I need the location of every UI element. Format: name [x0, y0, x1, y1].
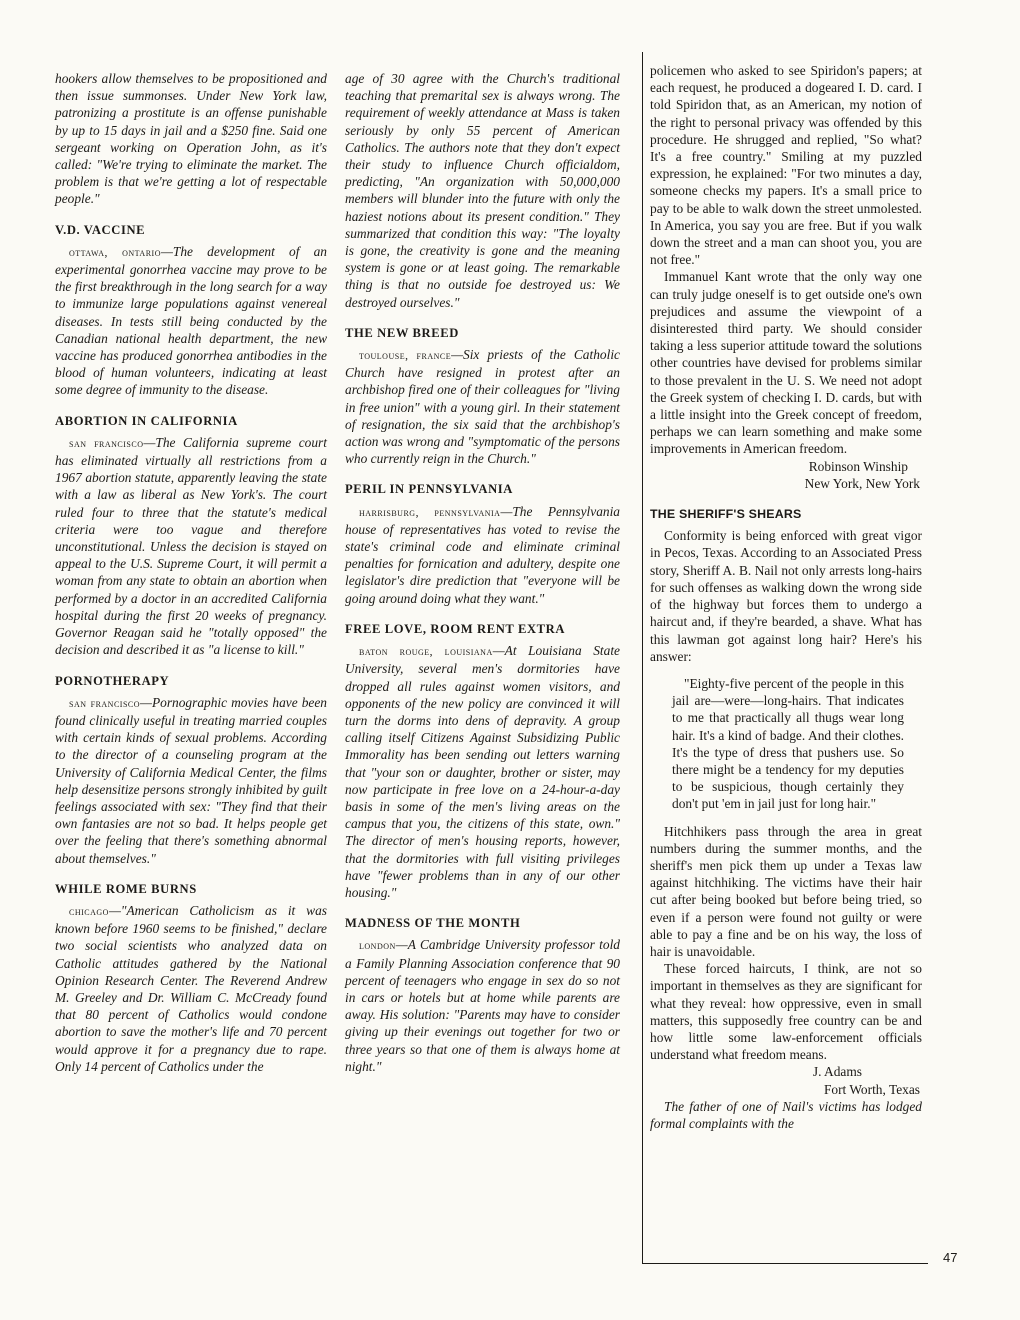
column-rule [642, 52, 643, 1264]
letter-paragraph: Immanuel Kant wrote that the only way one can truly judge oneself is to get outside one's own prejudices and assume the viewpoint of a disinterested third party. We should consider taking a less superior attitude toward the solutions other countries have devised for problems similar to those prevalent in the U. S. We need not adopt the Greek system of checking I. D. cards, but with a little insight into the Greek concept of freedom, perhaps we can learn something and make some improvements in American freedom. [650, 269, 922, 457]
page-number: 47 [943, 1250, 958, 1265]
item-body: —Six priests of the Catholic Church have resigned in protest after an archbishop fired one of their colleagues for "living in free union" with a young girl. In their statement of resignation, the six said that the archbishop's action was wrong and "symptomatic of the persons who currently reign in the Church." [345, 347, 620, 467]
item-madness-month [345, 936, 620, 1075]
dateline: toulouse, france [359, 349, 452, 363]
heading-peril-pennsylvania: PERIL IN PENNSYLVANIA [345, 482, 513, 497]
letter-paragraph: Conformity is being enforced with great vigor in Pecos, Texas. According to an Associated Press story, Sheriff A. B. Nail not only arrests long-hairs for such offenses as walking down the wrong side of the highway but forces them to undergo a haircut and, if they're bearded, a shave. What has this lawman got against long hair? Here's his answer: [650, 528, 922, 664]
column-2 [345, 70, 620, 1075]
heading-sheriffs-shears: THE SHERIFF'S SHEARS [650, 507, 802, 522]
letter-paragraph: These forced haircuts, I think, are not so important in themselves as they are significant for what they reveal: how oppressive, even in small matters, this supposedly free country can be and how little some law-enforcement officials understand what freedom means. [650, 961, 922, 1063]
item-peril-pennsylvania [345, 503, 620, 607]
heading-vd-vaccine: V.D. VACCINE [55, 222, 146, 237]
item-new-breed [345, 346, 620, 467]
block-quote: "Eighty-five percent of the people in this jail are—were—long-hairs. That indicates to me that practically all thugs wear long hair. It's a kind of badge. And their clothes. It's the type of dress that pushers use. So there might be a tendency for my deputies to be suspicious, though certainly they don't put 'em in jail just for long hair." [672, 675, 904, 812]
heading-madness-month: MADNESS OF THE MONTH [345, 916, 521, 931]
column-3 [650, 62, 922, 1132]
heading-while-rome-burns: WHILE ROME BURNS [55, 881, 197, 896]
item-while-rome-burns [55, 902, 327, 1075]
item-body: —The development of an experimental gonorrhea vaccine may prove to be the first breakthrough in the long search for a way to immunize large populations against venereal diseases. In tests still being conducted by the Canadian national health department, the new vaccine has produced gonorrhea antibodies in the blood of human volunteers, indicating at least some degree of immunity to the disease. [55, 243, 327, 398]
box-rule-bottom [642, 1263, 928, 1264]
dateline: harrisburg, pennsylvania [359, 505, 501, 519]
dateline: san francisco [69, 696, 141, 710]
item-body: —At Louisiana State University, several men's dormitories have dropped all rules against women visitors, and opponents of the new policy are convinced it will turn the dorms into dens of depravity. A group calling itself Citizens Against Subsidizing Public Immorality has been sending out letters warning that "your son or daughter, brother or sister, may now participate in free love on a 24-hour-a-day basis in some of the men's living areas on the campus that you, the citizens of this state, own." The director of men's housing reports, however, that the dormitories with full visiting privileges have "fewer problems than in any of our other housing." [345, 643, 620, 900]
dateline: chicago [69, 904, 109, 918]
item-abortion-california [55, 434, 327, 659]
signature-place: New York, New York [804, 475, 920, 491]
item-body: —Pornographic movies have been found clinically useful in treating married couples with certain kinds of sexual problems. According to the director of a counseling program at the University of California Medical Center, the films help desensitize persons strongly inhibited by guilt feelings associated with sex: "They find that their own fantasies are not so bad. It helps people get over the feeling that there's something abnormal about themselves." [55, 694, 327, 866]
item-body: —"American Catholicism as it was known before 1960 seems to be finished," declare two social scientists who analyzed data on Catholic attitudes gathered by the National Opinion Research Center. The Reverend Andrew M. Greeley and Dr. William C. McCready found that 80 percent of Catholics would condone abortion to save the mother's life and 70 percent would approve it for a pregnancy due to rape. Only 14 percent of Catholics under the [55, 902, 327, 1074]
heading-pornotherapy: PORNOTHERAPY [55, 673, 170, 688]
item-body: —The Pennsylvania house of representatives has voted to revise the state's criminal code and eliminate criminal penalties for fornication and adultery, despite one legislator's dire prediction that "everyone will be going around doing what they want." [345, 503, 621, 606]
heading-new-breed: THE NEW BREED [345, 325, 459, 340]
item-body: —A Cambridge University professor told a Family Planning Association conference that 90 percent of teenagers who engage in sex do so not in cars or hotels but at home while parents are away. His solution: "Parents may have to consider giving up their evenings out together for two or three years so that one of them is always home at night." [345, 937, 620, 1074]
item-pornotherapy [55, 694, 327, 867]
column-1-intro: hookers allow themselves to be propositioned and then issue summonses. Under New York law, patronizing a prostitute is an offense punishable by up to 15 days in jail and a $250 fine. Said one sergeant working on Operation John, as it's called: "We're trying to eliminate the market. The problem is that we're getting a lot of respectable people." [55, 71, 327, 207]
heading-abortion-california: ABORTION IN CALIFORNIA [55, 413, 238, 428]
editor-note: The father of one of Nail's victims has lodged formal complaints with the [650, 1098, 922, 1131]
item-free-love [345, 642, 620, 901]
dateline: baton rouge, louisiana [359, 645, 493, 659]
signature-name: Robinson Winship [808, 458, 908, 474]
heading-free-love: FREE LOVE, ROOM RENT EXTRA [345, 621, 566, 636]
item-body: —The California supreme court has eliminated virtually all restrictions from a 1967 abortion statute, apparently leaving the state with a law as liberal as New York's. The court ruled four to three that the statute's medical criteria were too vague and therefore unconstitutional. Unless the decision is stayed on appeal to the U.S. Supreme Court, it will permit a woman from any state to obtain an abortion when performed by a doctor in an accredited California hospital during the first 20 weeks of pregnancy. Governor Reagan said he "totally opposed" the decision and described it as "a license to kill." [55, 434, 327, 658]
dateline: san francisco [69, 436, 144, 450]
item-vd-vaccine [55, 243, 327, 399]
signature-name: J. Adams [812, 1064, 862, 1080]
letter-paragraph: policemen who asked to see Spiridon's papers; at each request, he produced a dogeared I. D. card. I told Spiridon that, as an American, my notion of the right to personal privacy was offended by this procedure. He shrugged and replied, "So what? It's a free country." Smiling at my puzzled expression, he explained: "For two minutes a day, someone checks my papers. It's a small price to pay to be able to walk down the street unmolested. In America, you say you are free. But if you walk down the street and a man can shoot you, you are not free." [650, 63, 922, 268]
letter-paragraph: Hitchhikers pass through the area in great numbers during the summer months, and the sheriff's men pick them up under a Texas law against hitchhiking. The victims have their hair cut after being booked but before being tried, so even if a person were found not guilty or were able to pay a fine and be on his way, the loss of hair is unavoidable. [650, 823, 922, 959]
column-1 [55, 70, 327, 1075]
column-2-intro: age of 30 agree with the Church's traditional teaching that premarital sex is always wrong. The requirement of weekly attendance at Mass is taken seriously by only 55 percent of American Catholics. The authors note that they don't expect their study to influence Church officialdom, predicting, "An organization with 50,000,000 members will blunder into the future with only the haziest notions about its present condition." They summarized that condition this way: "The loyalty is gone, the creativity is gone and the meaning system is gone or at least going. The remarkable thing is that no outside foe destroyed us: We destroyed ourselves." [345, 71, 620, 310]
dateline: ottawa, ontario [69, 245, 161, 259]
signature-place: Fort Worth, Texas [823, 1081, 920, 1097]
dateline: london [359, 939, 396, 953]
